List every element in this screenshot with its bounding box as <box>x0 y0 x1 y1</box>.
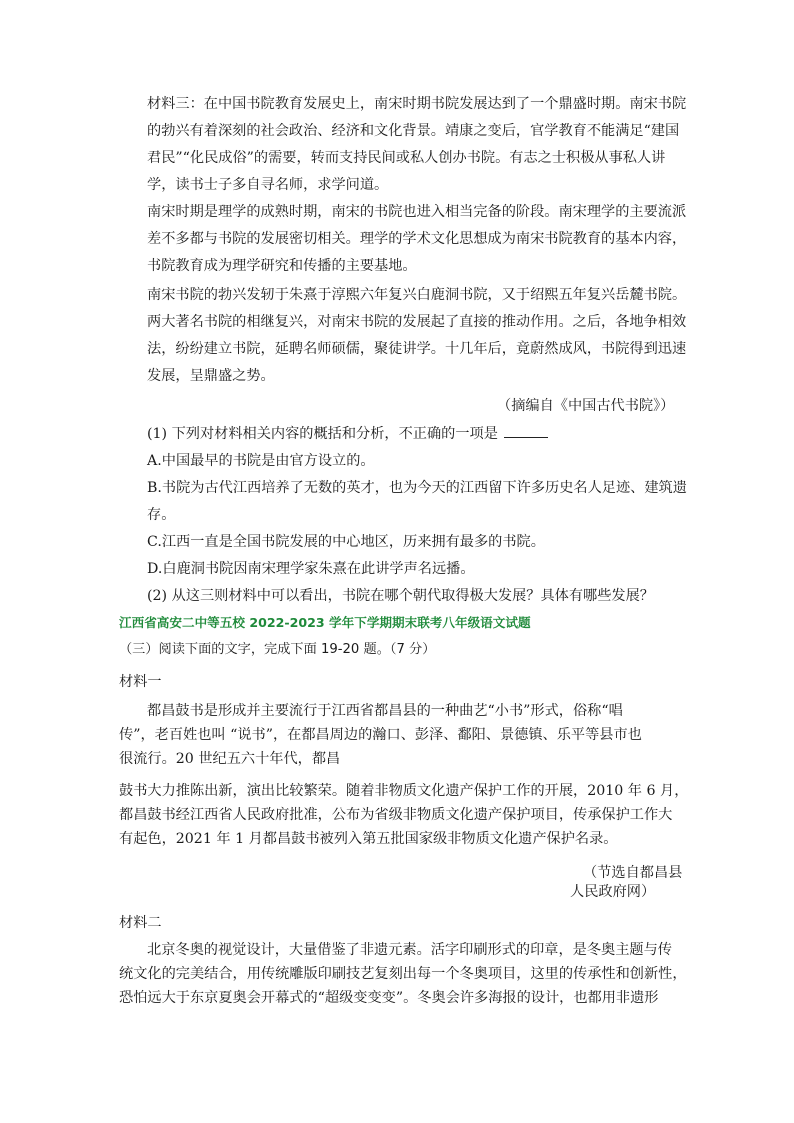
paragraph-line: 学，读书士子多自寻名师，求学问道。 <box>147 177 389 193</box>
exam-heading: 江西省高安二中等五校 2022-2023 学年下学期期末联考八年级语文试题 <box>119 615 531 630</box>
paragraph-line: 北京冬奥的视觉设计，大量借鉴了非遗元素。活字印刷形式的印章，是冬奥主题与传 <box>147 942 672 958</box>
paragraph-line: 材料三：在中国书院教育发展史上，南宋时期书院发展达到了一个鼎盛时期。南宋书院 <box>147 96 687 112</box>
paragraph-line: 南宋时期是理学的成熟时期，南宋的书院也进入相当完备的阶段。南宋理学的主要流派 <box>147 204 687 220</box>
paragraph-line: 都昌鼓书经江西省人民政府批准，公布为省级非物质文化遗产保护项目，传承保护工作大 <box>119 807 673 823</box>
paragraph-line: 有起色，2021 年 1 月都昌鼓书被列入第五批国家级非物质文化遗产保护名录。 <box>119 831 618 847</box>
answer-blank[interactable] <box>504 423 548 438</box>
question-2: (2) 从这三则材料中可以看出，书院在哪个朝代取得极大发展？具体有哪些发展？ <box>147 588 654 604</box>
section-instruction: （三）阅读下面的文字，完成下面 19-20 题。（7 分） <box>119 642 436 657</box>
paragraph-line: 两大著名书院的相继复兴，对南宋书院的发展起了直接的推动作用。之后，各地争相效 <box>147 314 687 330</box>
source-citation: （节选自都昌县 <box>583 865 683 881</box>
paragraph-line: 很流行。20 世纪五六十年代，都昌 <box>119 751 341 767</box>
material-label: 材料二 <box>119 915 162 931</box>
option-a: A.中国最早的书院是由官方设立的。 <box>147 453 375 469</box>
paragraph-line: 鼓书大力推陈出新，演出比较繁荣。随着非物质文化遗产保护工作的开展，2010 年 6 月， <box>119 783 689 799</box>
option-b-continued: 存。 <box>147 507 176 523</box>
paragraph-line: 君民”“化民成俗”的需要，转而支持民间或私人创办书院。有志之士积极从事私人讲 <box>147 150 666 166</box>
paragraph-line: 书院教育成为理学研究和传播的主要基地。 <box>147 258 417 274</box>
material-label: 材料一 <box>119 674 162 690</box>
option-b: B.书院为古代江西培养了无数的英才，也为今天的江西留下许多历史名人足迹、建筑遗 <box>147 480 687 496</box>
paragraph-line: 统文化的完美结合，用传统雕版印刷技艺复刻出每一个冬奥项目，这里的传承性和创新性， <box>119 966 687 982</box>
paragraph-line: 传”，老百姓也叫 “说书”，在都昌周边的瀚口、彭泽、鄱阳、景德镇、乐平等县市也 <box>119 727 642 743</box>
paragraph-line: 都昌鼓书是形成并主要流行于江西省都昌县的一种曲艺“小书”形式，俗称“唱 <box>147 703 623 719</box>
paragraph-line: 南宋书院的勃兴发轫于朱熹于淳熙六年复兴白鹿洞书院，又于绍熙五年复兴岳麓书院。 <box>147 287 687 303</box>
paragraph-line: 差不多都与书院的发展密切相关。理学的学术文化思想成为南宋书院教育的基本内容， <box>147 231 687 247</box>
option-c: C.江西一直是全国书院发展的中心地区，历来拥有最多的书院。 <box>147 534 545 550</box>
paragraph-line: 发展，呈鼎盛之势。 <box>147 368 275 384</box>
paragraph-line: 的勃兴有着深刻的社会政治、经济和文化背景。靖康之变后，官学教育不能满足“建国 <box>147 123 680 139</box>
source-citation-continued: 人民政府网） <box>570 884 656 900</box>
source-citation: （摘编自《中国古代书院》） <box>497 398 675 414</box>
option-d: D.白鹿洞书院因南宋理学家朱熹在此讲学声名远播。 <box>147 561 475 577</box>
paragraph-line: 恐怕远大于东京夏奥会开幕式的“超级变变变”。冬奥会许多海报的设计，也都用非遗形 <box>119 990 659 1006</box>
paragraph-line: 法，纷纷建立书院，延聘名师硕儒，聚徒讲学。十几年后，竟蔚然成风，书院得到迅速 <box>147 341 687 357</box>
question-1-text: (1) 下列对材料相关内容的概括和分析，不正确的一项是 <box>147 426 498 442</box>
question-1 <box>147 423 548 444</box>
